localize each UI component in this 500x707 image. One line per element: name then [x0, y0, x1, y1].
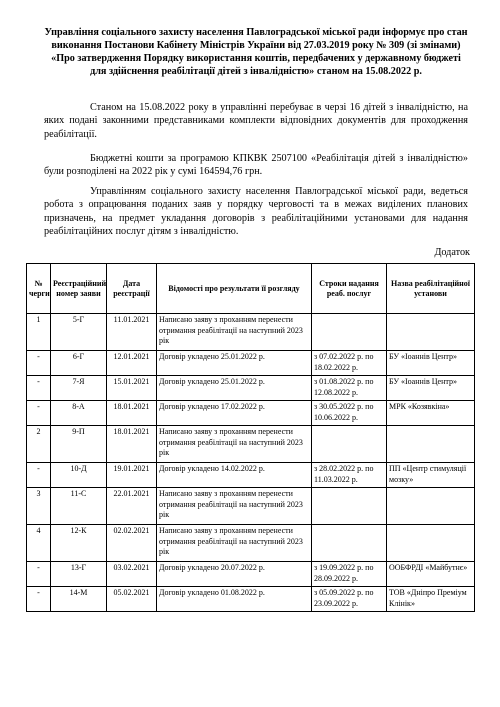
cell-queue-number: -: [27, 587, 51, 612]
cell-queue-number: -: [27, 401, 51, 426]
cell-service-period: [312, 525, 387, 562]
cell-review-results: Договір укладено 25.01.2022 р.: [157, 351, 312, 376]
table-row: [27, 463, 475, 488]
cell-institution: ПП «Центр стимуляції мозку»: [387, 463, 475, 488]
cell-registration-number: 9-П: [51, 426, 107, 463]
cell-registration-date: 18.01.2021: [107, 401, 157, 426]
document-title: Управління соціального захисту населення Павлоградської міської ради інформує про стан виконання Постанови Кабінету Міністрів України від 27.03.2019 року № 309 (зі змінами) «Про затвердження Порядку використання коштів, передбачених у державному бюджеті для здійснення реабілітації дітей з інвалідністю» станом на 15.08.2022 р.: [44, 27, 468, 77]
cell-registration-number: 14-М: [51, 587, 107, 612]
cell-registration-date: 05.02.2021: [107, 587, 157, 612]
cell-registration-number: 8-А: [51, 401, 107, 426]
cell-registration-number: 6-Г: [51, 351, 107, 376]
cell-registration-date: 11.01.2021: [107, 314, 157, 351]
cell-queue-number: 1: [27, 314, 51, 351]
cell-registration-date: 12.01.2021: [107, 351, 157, 376]
cell-service-period: з 28.02.2022 р. по 11.03.2022 р.: [312, 463, 387, 488]
paragraph-queue-status: Станом на 15.08.2022 року в управлінні перебуває в черзі 16 дітей з інвалідністю, на яких подані законними представниками комплекти відповідних документів для проходження реабілітації.: [44, 102, 468, 140]
cell-review-results: Договір укладено 14.02.2022 р.: [157, 463, 312, 488]
cell-registration-date: 19.01.2021: [107, 463, 157, 488]
cell-review-results: Написано заяву з проханням перенести отримання реабілітації на наступний 2023 рік: [157, 426, 312, 463]
table-row: [27, 562, 475, 587]
table-row: [27, 351, 475, 376]
header-queue-number: № черги: [27, 264, 51, 314]
cell-registration-date: 03.02.2021: [107, 562, 157, 587]
cell-review-results: Договір укладено 25.01.2022 р.: [157, 376, 312, 401]
cell-review-results: Написано заяву з проханням перенести отримання реабілітації на наступний 2023 рік: [157, 525, 312, 562]
cell-review-results: Договір укладено 17.02.2022 р.: [157, 401, 312, 426]
table-header-row: [27, 264, 475, 314]
cell-queue-number: 3: [27, 488, 51, 525]
header-institution: Назва реабілітаційної установи: [387, 264, 475, 314]
cell-institution: ООБФРДІ «Майбутнє»: [387, 562, 475, 587]
cell-queue-number: -: [27, 376, 51, 401]
cell-service-period: з 05.09.2022 р. по 23.09.2022 р.: [312, 587, 387, 612]
cell-registration-date: 18.01.2021: [107, 426, 157, 463]
table-row: [27, 525, 475, 562]
cell-review-results: Договір укладено 01.08.2022 р.: [157, 587, 312, 612]
header-review-results: Відомості про результати її розгляду: [157, 264, 312, 314]
cell-registration-number: 10-Д: [51, 463, 107, 488]
cell-institution: [387, 314, 475, 351]
cell-queue-number: 4: [27, 525, 51, 562]
queue-table: [26, 263, 475, 612]
annex-label: Додаток: [434, 247, 470, 258]
cell-institution: [387, 426, 475, 463]
cell-service-period: [312, 488, 387, 525]
cell-institution: ТОВ «Дніпро Преміум Клінік»: [387, 587, 475, 612]
cell-service-period: з 07.02.2022 р. по 18.02.2022 р.: [312, 351, 387, 376]
cell-review-results: Написано заяву з проханням перенести отримання реабілітації на наступний 2023 рік: [157, 488, 312, 525]
cell-service-period: з 01.08.2022 р. по 12.08.2022 р.: [312, 376, 387, 401]
cell-institution: МРК «Козявкіна»: [387, 401, 475, 426]
cell-institution: [387, 488, 475, 525]
cell-review-results: Написано заяву з проханням перенести отримання реабілітації на наступний 2023 рік: [157, 314, 312, 351]
cell-service-period: з 19.09.2022 р. по 28.09.2022 р.: [312, 562, 387, 587]
cell-registration-number: 12-К: [51, 525, 107, 562]
table-row: [27, 426, 475, 463]
cell-registration-date: 22.01.2021: [107, 488, 157, 525]
table-row: [27, 488, 475, 525]
cell-queue-number: -: [27, 351, 51, 376]
cell-registration-number: 11-С: [51, 488, 107, 525]
table-row: [27, 401, 475, 426]
cell-service-period: [312, 426, 387, 463]
cell-institution: БУ «Іоаннів Центр»: [387, 351, 475, 376]
cell-registration-date: 15.01.2021: [107, 376, 157, 401]
cell-queue-number: -: [27, 562, 51, 587]
header-registration-date: Дата реєстрації: [107, 264, 157, 314]
cell-registration-number: 5-Г: [51, 314, 107, 351]
header-service-period: Строки надання реаб. послуг: [312, 264, 387, 314]
header-registration-number: Реєстраційний номер заяви: [51, 264, 107, 314]
table-row: [27, 587, 475, 612]
cell-registration-date: 02.02.2021: [107, 525, 157, 562]
table-row: [27, 376, 475, 401]
cell-service-period: з 30.05.2022 р. по 10.06.2022 р.: [312, 401, 387, 426]
cell-institution: БУ «Іоаннів Центр»: [387, 376, 475, 401]
paragraph-work-progress: Управлінням соціального захисту населення Павлоградської міської ради, ведеться робота з опрацювання поданих заяв у порядку черговості та в межах виділених планових призначень, на предмет укладання договорів з реабілітаційними установами для надання реабілітаційних послуг дітям з інвалідністю.: [44, 186, 468, 238]
table-row: [27, 314, 475, 351]
cell-institution: [387, 525, 475, 562]
cell-review-results: Договір укладено 20.07.2022 р.: [157, 562, 312, 587]
cell-registration-number: 13-Г: [51, 562, 107, 587]
cell-queue-number: -: [27, 463, 51, 488]
cell-registration-number: 7-Я: [51, 376, 107, 401]
cell-queue-number: 2: [27, 426, 51, 463]
cell-service-period: [312, 314, 387, 351]
paragraph-budget: Бюджетні кошти за програмою КПКВК 2507100 «Реабілітація дітей з інвалідністю» були розподілені на 2022 рік у сумі 164594,76 грн.: [44, 153, 468, 178]
